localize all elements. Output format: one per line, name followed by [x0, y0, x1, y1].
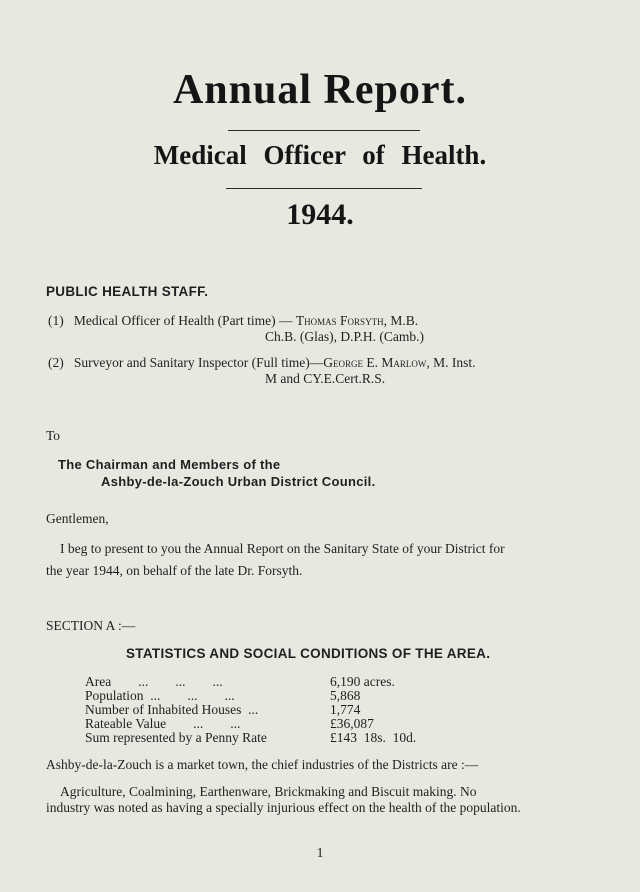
section-a-label: SECTION A :—: [46, 618, 136, 633]
subtitle-divider: [226, 188, 422, 189]
staff-item-2: [48, 355, 628, 371]
staff-item-number: (2): [48, 355, 64, 370]
stat-label: Area ... ... ...: [85, 674, 223, 689]
industries-list-line-2: industry was noted as having a specially injurious effect on the health of the population.: [46, 800, 521, 815]
recipient-line-2: Ashby-de-la-Zouch Urban District Council.: [101, 474, 376, 489]
staff-item-1: [48, 313, 608, 329]
stat-value: 5,868: [330, 688, 361, 703]
staff-item-role: Surveyor and Sanitary Inspector (Full time)—: [73, 355, 324, 370]
staff-item-2-continuation: M and CY.E.Cert.R.S.: [265, 371, 386, 386]
stat-value: 6,190 acres.: [330, 674, 395, 689]
page-number: 1: [316, 846, 324, 861]
stat-label: Number of Inhabited Houses ...: [85, 702, 259, 717]
staff-heading: PUBLIC HEALTH STAFF.: [46, 284, 209, 299]
report-title: Annual Report.: [172, 67, 468, 113]
report-subtitle: Medical Officer of Health.: [153, 140, 487, 170]
salutation: Gentlemen,: [46, 511, 109, 526]
industries-paragraph: Ashby-de-la-Zouch is a market town, the chief industries of the Districts are :—: [46, 757, 479, 772]
industries-list-line-1: Agriculture, Coalmining, Earthenware, Brickmaking and Biscuit making. No: [60, 784, 477, 799]
address-to: To: [46, 428, 61, 443]
stat-label: Rateable Value ... ...: [85, 716, 241, 731]
staff-item-name: Thomas Forsyth: [295, 313, 384, 328]
report-year: 1944.: [286, 198, 354, 231]
section-a-heading: STATISTICS AND SOCIAL CONDITIONS OF THE AREA.: [126, 646, 491, 661]
title-divider: [228, 130, 420, 131]
stat-value: £143 18s. 10d.: [330, 730, 417, 745]
staff-item-number: (1): [48, 313, 64, 328]
recipient-line-1: The Chairman and Members of the: [58, 457, 281, 472]
intro-paragraph-line-1: I beg to present to you the Annual Report on the Sanitary State of your District for: [60, 541, 505, 556]
stat-value: 1,774: [330, 702, 361, 717]
staff-item-1-continuation: Ch.B. (Glas), D.P.H. (Camb.): [265, 329, 424, 344]
staff-item-name: George E. Marlow: [323, 355, 427, 370]
stat-label: Sum represented by a Penny Rate: [85, 730, 267, 745]
staff-item-qualification: , M.B.: [383, 313, 419, 328]
staff-item-qualification: , M. Inst.: [426, 355, 476, 370]
staff-item-role: Medical Officer of Health (Part time) —: [73, 313, 296, 328]
stat-label: Population ... ... ...: [85, 688, 235, 703]
stat-value: £36,087: [330, 716, 374, 731]
intro-paragraph-line-2: the year 1944, on behalf of the late Dr. Forsyth.: [46, 563, 303, 578]
